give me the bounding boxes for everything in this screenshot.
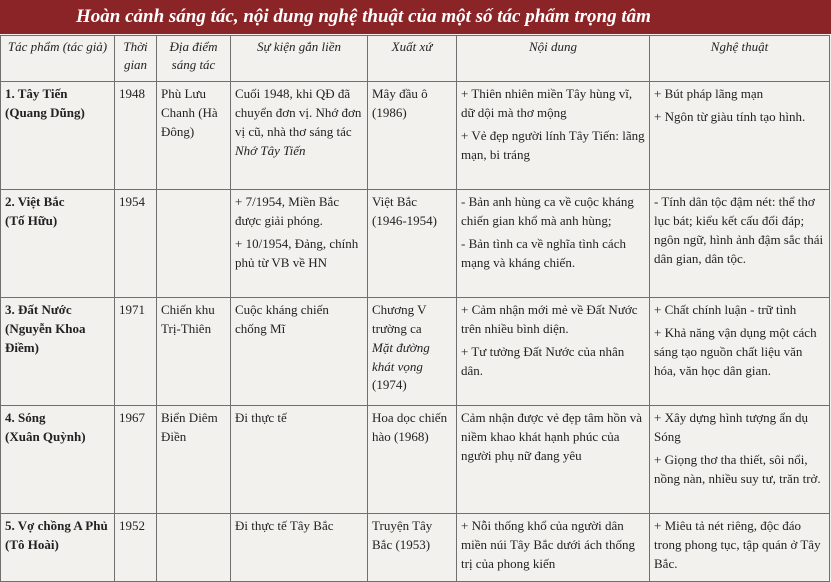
cell-year: 1971 bbox=[115, 298, 157, 406]
cell-source: Mây đầu ô (1986) bbox=[368, 82, 457, 190]
cell-place: Chiến khu Trị-Thiên bbox=[157, 298, 231, 406]
header-content: Nội dung bbox=[457, 36, 650, 82]
header-event: Sự kiện gắn liền bbox=[231, 36, 368, 82]
cell-work bbox=[1, 406, 115, 514]
cell-source bbox=[368, 298, 457, 406]
table-row bbox=[1, 514, 830, 582]
cell-year: 1948 bbox=[115, 82, 157, 190]
work-author: (Xuân Quỳnh) bbox=[5, 428, 86, 444]
content-item: - Bản tình ca về nghĩa tình cách mạng và kháng chiến. bbox=[461, 235, 626, 270]
cell-event: Cuộc kháng chiến chống Mĩ bbox=[231, 298, 368, 406]
work-author: (Tô Hoài) bbox=[5, 536, 59, 552]
art-item: + Chất chính luận - trữ tình bbox=[654, 302, 797, 317]
work-author: (Nguyễn Khoa Điềm) bbox=[5, 320, 86, 355]
cell-art bbox=[650, 82, 830, 190]
event-item: + 7/1954, Miền Bắc được giải phóng. bbox=[235, 194, 340, 228]
cell-content bbox=[457, 298, 650, 406]
cell-work bbox=[1, 298, 115, 406]
table-row bbox=[1, 406, 830, 514]
source-year: (1974) bbox=[372, 377, 407, 393]
works-table bbox=[0, 35, 830, 582]
table-row bbox=[1, 190, 830, 298]
source-italic-text: Mặt đường khát vọng bbox=[372, 339, 430, 374]
cell-place bbox=[157, 514, 231, 582]
art-item: + Giọng thơ tha thiết, sôi nổi, nồng nàn, nhiều suy tư, trăn trở. bbox=[654, 451, 821, 486]
table-row bbox=[1, 82, 830, 190]
cell-content bbox=[457, 82, 650, 190]
cell-art bbox=[650, 190, 830, 298]
content-item: Cảm nhận được vẻ đẹp tâm hồn và niềm khao khát hạnh phúc của người phụ nữ đang yêu bbox=[461, 410, 643, 463]
header-source: Xuất xứ bbox=[368, 36, 457, 82]
work-author: (Tố Hữu) bbox=[5, 212, 58, 228]
event-italic-text: Nhớ Tây Tiến bbox=[235, 142, 306, 158]
cell-source: Việt Bắc (1946-1954) bbox=[368, 190, 457, 298]
table-row bbox=[1, 298, 830, 406]
header-work: Tác phẩm (tác giả) bbox=[1, 36, 115, 82]
cell-place: Phù Lưu Chanh (Hà Đông) bbox=[157, 82, 231, 190]
art-item: + Bút pháp lãng mạn bbox=[654, 86, 764, 101]
cell-source: Truyện Tây Bắc (1953) bbox=[368, 514, 457, 582]
art-item: + Ngôn từ giàu tính tạo hình. bbox=[654, 108, 806, 124]
header-art: Nghệ thuật bbox=[650, 36, 830, 82]
cell-event: Đi thực tế bbox=[231, 406, 368, 514]
cell-event: Đi thực tế Tây Bắc bbox=[231, 514, 368, 582]
cell-content bbox=[457, 514, 650, 582]
cell-work bbox=[1, 514, 115, 582]
cell-art bbox=[650, 514, 830, 582]
cell-work bbox=[1, 190, 115, 298]
work-title: 4. Sóng bbox=[5, 410, 46, 425]
source-text: Chương V trường ca bbox=[372, 302, 427, 336]
cell-event bbox=[231, 82, 368, 190]
cell-source: Hoa dọc chiến hào (1968) bbox=[368, 406, 457, 514]
art-item: - Tính dân tộc đậm nét: thể thơ lục bát; kiểu kết cấu đối đáp; ngôn ngữ, hình ảnh đậm sắc thái dân gian, dân tộc. bbox=[654, 194, 824, 266]
cell-content bbox=[457, 406, 650, 514]
page-title: Hoàn cảnh sáng tác, nội dung nghệ thuật của một số tác phẩm trọng tâm bbox=[0, 0, 831, 34]
cell-art bbox=[650, 298, 830, 406]
cell-work bbox=[1, 82, 115, 190]
content-item: - Bản anh hùng ca về cuộc kháng chiến gian khổ mà anh hùng; bbox=[461, 194, 634, 228]
cell-place bbox=[157, 190, 231, 298]
content-item: + Cảm nhận mới mẻ về Đất Nước trên nhiều bình diện. bbox=[461, 302, 638, 336]
cell-content bbox=[457, 190, 650, 298]
art-item: + Khả năng vận dụng một cách sáng tạo nguồn chất liệu văn hóa, văn học dân gian. bbox=[654, 324, 817, 378]
cell-event bbox=[231, 190, 368, 298]
content-item: + Thiên nhiên miền Tây hùng vĩ, dữ dội mà thơ mộng bbox=[461, 86, 633, 120]
work-title: 2. Việt Bắc bbox=[5, 194, 65, 209]
cell-place: Biển Diêm Điền bbox=[157, 406, 231, 514]
event-text: Cuối 1948, khi QĐ đã chuyển đơn vị. Nhớ đơn vị cũ, nhà thơ sáng tác bbox=[235, 86, 362, 139]
header-row bbox=[1, 36, 830, 82]
work-title: 5. Vợ chồng A Phủ bbox=[5, 518, 108, 533]
work-author: (Quang Dũng) bbox=[5, 104, 85, 120]
content-item: + Tư tưởng Đất Nước của nhân dân. bbox=[461, 343, 625, 378]
cell-art bbox=[650, 406, 830, 514]
event-item: + 10/1954, Đảng, chính phủ từ VB về HN bbox=[235, 235, 359, 270]
header-year: Thời gian bbox=[115, 36, 157, 82]
art-item: + Miêu tả nét riêng, độc đáo trong phong tục, tập quán ở Tây Bắc. bbox=[654, 518, 821, 571]
header-place: Địa điểm sáng tác bbox=[157, 36, 231, 82]
content-item: + Nỗi thống khổ của người dân miền núi Tây Bắc dưới ách thống trị của phong kiến bbox=[461, 518, 635, 571]
cell-year: 1952 bbox=[115, 514, 157, 582]
cell-year: 1967 bbox=[115, 406, 157, 514]
cell-year: 1954 bbox=[115, 190, 157, 298]
art-item: + Xây dựng hình tượng ẩn dụ Sóng bbox=[654, 410, 808, 444]
work-title: 1. Tây Tiến bbox=[5, 86, 68, 101]
work-title: 3. Đất Nước bbox=[5, 302, 72, 317]
content-item: + Vẻ đẹp người lính Tây Tiến: lãng mạn, bi tráng bbox=[461, 127, 645, 162]
